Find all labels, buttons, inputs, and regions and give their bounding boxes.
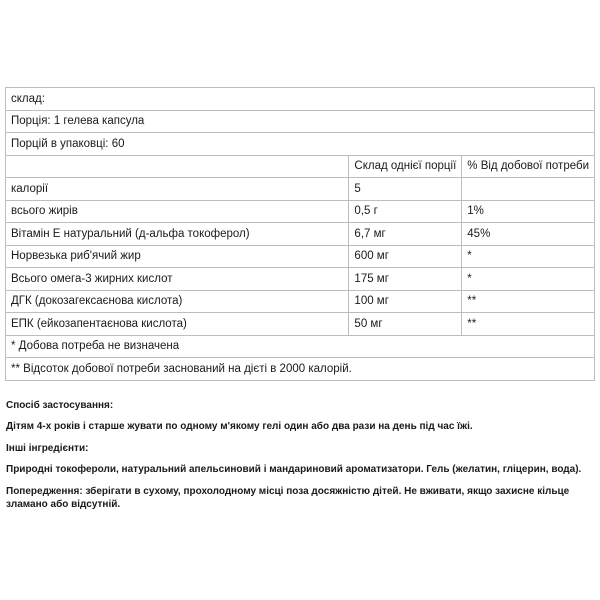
- supplement-facts-table: [5, 87, 595, 381]
- footnote-daily-value-basis: ** Відсоток добової потреби заснований на дієті в 2000 калорій.: [6, 358, 595, 381]
- product-info: [6, 399, 594, 520]
- serving-size: Порція: 1 гелева капсула: [6, 110, 595, 133]
- nutrient-amount: 175 мг: [349, 268, 462, 291]
- usage-text: Дітям 4-х років і старше жувати по одному м'якому гелі один або два рази на день під час їжі.: [6, 421, 473, 432]
- header-daily-value: % Від добової потреби: [462, 155, 595, 178]
- serving-row: [6, 110, 595, 133]
- footnote-row: [6, 358, 595, 381]
- nutrient-name: Вітамін Е натуральний (д-альфа токоферол): [6, 223, 349, 246]
- nutrient-daily-value: **: [462, 290, 595, 313]
- nutrient-amount: 100 мг: [349, 290, 462, 313]
- composition-label: склад:: [6, 88, 595, 111]
- nutrient-name: Норвезька риб'ячий жир: [6, 245, 349, 268]
- nutrient-amount: 5: [349, 178, 462, 201]
- nutrient-name: Всього омега-3 жирних кислот: [6, 268, 349, 291]
- header-amount: Склад однієї порції: [349, 155, 462, 178]
- footnote-not-established: * Добова потреба не визначена: [6, 335, 595, 358]
- nutrient-daily-value: *: [462, 268, 595, 291]
- nutrient-amount: 0,5 г: [349, 200, 462, 223]
- nutrient-daily-value: *: [462, 245, 595, 268]
- servings-per-container: Порцій в упаковці: 60: [6, 133, 595, 156]
- ingredients-text: Природні токофероли, натуральний апельсиновий і мандариновий ароматизатори. Гель (желатин, гліцерин, вода).: [6, 464, 582, 475]
- footnote-row: [6, 335, 595, 358]
- warning-text: Попередження: зберігати в сухому, прохолодному місці поза досяжністю дітей. Не вживати, якщо захисне кільце зламано або відсутній.: [6, 486, 570, 510]
- table-row: [6, 223, 595, 246]
- nutrient-amount: 50 мг: [349, 313, 462, 336]
- nutrient-amount: 6,7 мг: [349, 223, 462, 246]
- table-row: [6, 245, 595, 268]
- servings-per-container-row: [6, 133, 595, 156]
- table-row: [6, 313, 595, 336]
- nutrient-name: всього жирів: [6, 200, 349, 223]
- composition-row: [6, 88, 595, 111]
- nutrient-daily-value: 45%: [462, 223, 595, 246]
- nutrient-daily-value: **: [462, 313, 595, 336]
- nutrient-name: ДГК (докозагексаєнова кислота): [6, 290, 349, 313]
- table-header-row: [6, 155, 595, 178]
- usage-title: Спосіб застосування:: [6, 400, 114, 411]
- ingredients-title: Інші інгредієнти:: [6, 443, 89, 454]
- nutrient-daily-value: [462, 178, 595, 201]
- table-row: [6, 178, 595, 201]
- nutrient-name: калорії: [6, 178, 349, 201]
- table-row: [6, 268, 595, 291]
- nutrient-amount: 600 мг: [349, 245, 462, 268]
- nutrient-name: ЕПК (ейкозапентаєнова кислота): [6, 313, 349, 336]
- table-row: [6, 200, 595, 223]
- header-name: [6, 155, 349, 178]
- nutrient-daily-value: 1%: [462, 200, 595, 223]
- table-row: [6, 290, 595, 313]
